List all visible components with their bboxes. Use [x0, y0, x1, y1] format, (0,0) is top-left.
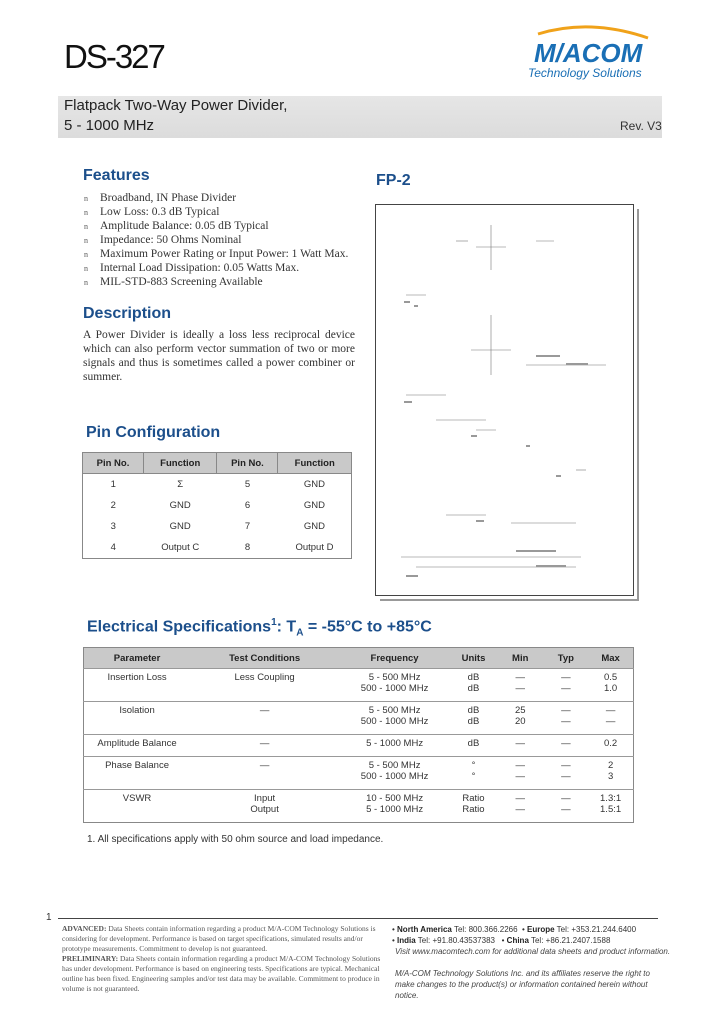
table-row	[83, 474, 352, 496]
units-cell: dB	[450, 735, 497, 757]
features-list	[84, 191, 364, 289]
contact-region: North America	[397, 925, 452, 934]
param-cell	[84, 716, 191, 735]
contact-region: India	[397, 936, 416, 945]
electrical-heading-subscript: A	[296, 627, 304, 639]
min-cell: —	[515, 683, 525, 694]
bullet-icon: n	[84, 264, 88, 273]
elec-table-header-row	[84, 648, 634, 669]
logo-wordmark: M/ACOM	[534, 38, 643, 68]
typ-cell: —	[561, 771, 571, 782]
contact-phone: Tel: +86.21.2407.1588	[530, 936, 611, 945]
table-row	[84, 757, 634, 772]
pin-table-header-row	[83, 453, 352, 474]
max-cell: 3	[607, 771, 614, 782]
list-item	[84, 261, 364, 275]
max-cell: —	[605, 716, 616, 727]
elec-table-header: Typ	[544, 648, 589, 669]
max-cell: 1.3:1	[588, 790, 633, 805]
pin-config-table	[82, 452, 352, 559]
footer-divider	[58, 918, 658, 919]
frequency-cell: 5 - 1000 MHz	[339, 735, 450, 757]
condition-cell	[190, 683, 339, 702]
pin-number: 8	[244, 542, 251, 553]
min-cell: —	[497, 669, 544, 684]
list-item	[84, 205, 364, 219]
rights-notice: M/A-COM Technology Solutions Inc. and its affiliates reserve the right to make changes to the product(s) or information contained herein without notice.	[395, 969, 650, 1000]
elec-table-header: Frequency	[339, 648, 450, 669]
max-cell: —	[588, 702, 633, 717]
typ-cell: —	[561, 716, 571, 727]
condition-cell	[190, 716, 339, 735]
elec-table-header: Units	[450, 648, 497, 669]
bullet-icon: n	[84, 194, 88, 203]
pin-number: 5	[244, 479, 251, 490]
package-outline-drawing	[375, 204, 634, 596]
feature-text: Amplitude Balance: 0.05 dB Typical	[100, 220, 269, 232]
feature-text: MIL-STD-883 Screening Available	[100, 276, 263, 288]
table-row	[84, 716, 634, 735]
list-item	[84, 275, 364, 289]
pin-number: 2	[110, 500, 116, 511]
max-cell: 1.0	[603, 683, 618, 694]
pin-config-heading: Pin Configuration	[86, 424, 221, 441]
condition-cell: —	[190, 735, 339, 757]
frequency-cell: 500 - 1000 MHz	[360, 683, 429, 694]
units-cell: °	[450, 757, 497, 772]
title-line-2: 5 - 1000 MHz	[64, 117, 155, 134]
units-cell: dB	[467, 683, 480, 694]
pin-function: Output D	[295, 542, 334, 553]
units-cell: °	[471, 771, 476, 782]
frequency-cell: 5 - 500 MHz	[339, 702, 450, 717]
pin-table-header: Pin No.	[83, 453, 144, 474]
pin-function: GND	[169, 521, 191, 532]
typ-cell: —	[544, 757, 589, 772]
pin-function: GND	[169, 500, 191, 511]
pin-number: 3	[110, 521, 116, 532]
elec-table-header: Min	[497, 648, 544, 669]
title-line-1: Flatpack Two-Way Power Divider,	[64, 97, 288, 114]
bullet-icon: n	[84, 278, 88, 287]
page-number: 1	[46, 912, 52, 923]
pin-function: Output C	[161, 542, 200, 553]
table-row	[84, 683, 634, 702]
pin-number: 7	[244, 521, 251, 532]
pin-number: 1	[110, 479, 116, 490]
pin-number: 6	[244, 500, 251, 511]
features-heading: Features	[83, 167, 150, 184]
units-cell: dB	[467, 716, 480, 727]
min-cell: 20	[514, 716, 526, 727]
pin-table-header: Function	[143, 453, 217, 474]
units-cell: dB	[450, 669, 497, 684]
param-cell: Phase Balance	[84, 757, 191, 772]
condition-cell: —	[190, 757, 339, 772]
table-row	[84, 771, 634, 790]
typ-cell: —	[544, 669, 589, 684]
param-cell	[84, 771, 191, 790]
typ-cell: —	[544, 735, 589, 757]
units-cell: Ratio	[462, 804, 485, 815]
feature-text: Impedance: 50 Ohms Nominal	[100, 234, 242, 246]
electrical-heading-footnote-mark: 1	[271, 617, 277, 628]
min-cell: 25	[497, 702, 544, 717]
pin-function: GND	[303, 479, 326, 490]
feature-text: Maximum Power Rating or Input Power: 1 Watt Max.	[100, 248, 349, 260]
max-cell: 0.5	[588, 669, 633, 684]
typ-cell: —	[561, 804, 571, 815]
condition-cell: Input	[190, 790, 339, 805]
contact-phone: Tel: 800.366.2266	[453, 925, 518, 934]
electrical-specs-heading	[87, 617, 432, 639]
frequency-cell: 10 - 500 MHz	[339, 790, 450, 805]
electrical-specs-table	[83, 647, 634, 823]
contact-region: China	[506, 936, 529, 945]
preliminary-label: PRELIMINARY:	[62, 954, 119, 963]
param-cell	[84, 683, 191, 702]
elec-table-header: Parameter	[84, 648, 191, 669]
elec-table-header: Max	[588, 648, 633, 669]
param-cell: VSWR	[84, 790, 191, 805]
pin-number: 4	[110, 542, 116, 553]
min-cell: —	[497, 735, 544, 757]
contact-region: Europe	[527, 925, 555, 934]
frequency-cell: 500 - 1000 MHz	[360, 716, 429, 727]
pin-table-header: Function	[278, 453, 352, 474]
contact-row: • India Tel: +91.80.43537383 • China Tel: +86.21.2407.1588	[392, 936, 611, 945]
advanced-text: Data Sheets contain information regarding a product M/A-COM Technology Solutions is considering for development. Performance is based on target specifications, simulated results and/or prototype measurements. Commitment to develop is not guaranteed.	[62, 924, 376, 953]
pin-function: GND	[303, 500, 326, 511]
units-cell: Ratio	[450, 790, 497, 805]
max-cell: 0.2	[588, 735, 633, 757]
table-row	[84, 702, 634, 717]
condition-cell: Output	[250, 804, 279, 815]
condition-cell	[190, 771, 339, 790]
max-cell: 2	[588, 757, 633, 772]
typ-cell: —	[561, 683, 571, 694]
pin-function: GND	[303, 521, 326, 532]
status-definitions	[62, 924, 382, 994]
frequency-cell: 5 - 500 MHz	[339, 757, 450, 772]
regional-contacts	[392, 924, 662, 946]
website-link[interactable]: Visit www.macomtech.com for additional data sheets and product information.	[395, 947, 671, 956]
param-cell: Amplitude Balance	[84, 735, 191, 757]
table-row	[84, 804, 634, 823]
table-row	[83, 516, 352, 537]
list-item	[84, 247, 364, 261]
frequency-cell: 5 - 500 MHz	[339, 669, 450, 684]
table-row	[84, 790, 634, 805]
contact-row: • North America Tel: 800.366.2266 • Europe Tel: +353.21.244.6400	[392, 925, 637, 934]
description-text: A Power Divider is ideally a loss less reciprocal device which can also perform vector summation of two or more signals and thus is sometimes called a power combiner or summer.	[83, 329, 355, 383]
bullet-icon: n	[84, 208, 88, 217]
advanced-definition	[62, 924, 382, 954]
typ-cell: —	[544, 702, 589, 717]
preliminary-definition	[62, 954, 382, 994]
bullet-icon: n	[84, 222, 88, 231]
package-heading: FP-2	[376, 172, 411, 189]
bullet-icon: n	[84, 236, 88, 245]
footnote: 1. All specifications apply with 50 ohm source and load impedance.	[87, 834, 384, 845]
table-row	[84, 735, 634, 757]
table-row	[83, 495, 352, 516]
feature-text: Internal Load Dissipation: 0.05 Watts Max.	[100, 262, 300, 274]
feature-text: Low Loss: 0.3 dB Typical	[100, 206, 220, 218]
advanced-label: ADVANCED:	[62, 924, 107, 933]
logo-tagline: Technology Solutions	[528, 66, 642, 80]
min-cell: —	[497, 790, 544, 805]
contact-phone: Tel: +353.21.244.6400	[556, 925, 637, 934]
package-drawing-figure	[376, 205, 633, 595]
pin-table-header: Pin No.	[217, 453, 278, 474]
frequency-cell: 500 - 1000 MHz	[360, 771, 429, 782]
pin-function: Σ	[177, 479, 184, 490]
list-item	[84, 191, 364, 205]
typ-cell: —	[544, 790, 589, 805]
feature-text: Broadband, IN Phase Divider	[100, 192, 237, 204]
electrical-heading-range: = -55°C to +85°C	[303, 618, 432, 636]
param-cell: Insertion Loss	[84, 669, 191, 684]
electrical-heading-condition: : T	[276, 618, 297, 636]
min-cell: —	[497, 757, 544, 772]
min-cell: —	[515, 771, 525, 782]
preliminary-text: Data Sheets contain information regarding a product M/A-COM Technology Solutions has under development. Performance is based on engineering tests. Specifications are typical. Mechanical outline has been fixed. Engineering samples and/or test data may be available. Commitment to produce in volume is not guaranteed.	[62, 954, 381, 993]
max-cell: 1.5:1	[600, 804, 622, 815]
min-cell: —	[515, 804, 525, 815]
revision: Rev. V3	[620, 119, 662, 133]
param-cell: Isolation	[84, 702, 191, 717]
condition-cell: Less Coupling	[190, 669, 339, 684]
list-item	[84, 219, 364, 233]
param-cell	[84, 804, 191, 823]
document-id: DS-327	[64, 38, 164, 75]
description-heading: Description	[83, 305, 172, 322]
electrical-heading-main: Electrical Specifications	[87, 618, 272, 636]
elec-table-header: Test Conditions	[190, 648, 339, 669]
condition-cell: —	[190, 702, 339, 717]
units-cell: dB	[450, 702, 497, 717]
table-row	[84, 669, 634, 684]
frequency-cell: 5 - 1000 MHz	[366, 804, 424, 815]
table-row	[83, 537, 352, 559]
list-item	[84, 233, 364, 247]
bullet-icon: n	[84, 250, 88, 259]
contact-phone: Tel: +91.80.43537383	[417, 936, 495, 945]
